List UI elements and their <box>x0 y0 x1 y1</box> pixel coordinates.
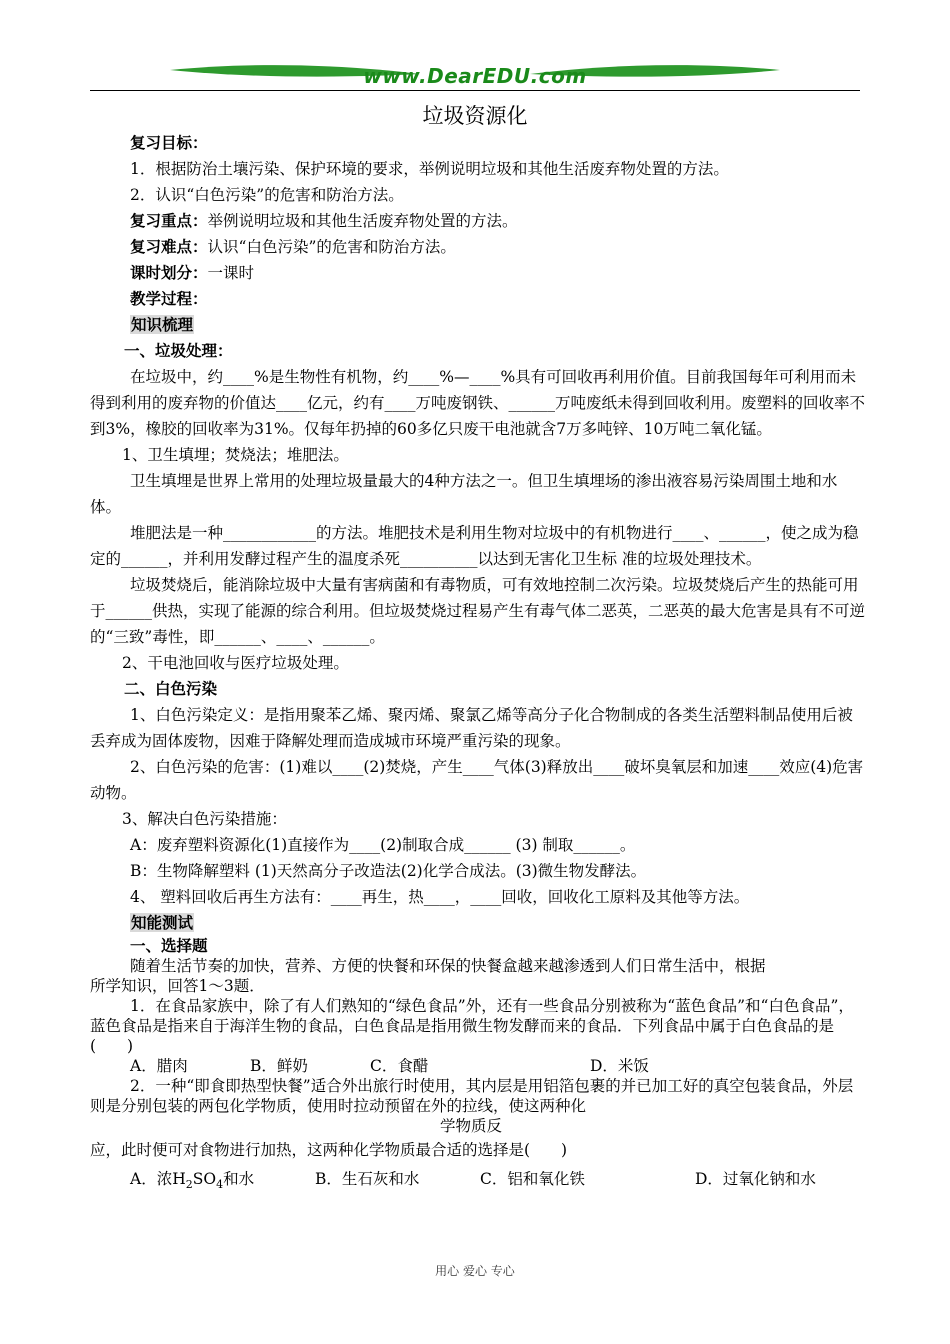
section-test-heading: 知能测试 <box>131 913 194 932</box>
difficulty-label: 复习难点： <box>130 237 208 256</box>
objectives-heading: 复习目标： <box>130 133 208 152</box>
recycle-methods: 4、 塑料回收后再生方法有：____再生，热____，____回收，回收化工原料及其他等方法。 <box>130 888 750 906</box>
white-pollution-harm: 2、白色污染的危害：(1)难以____(2)焚烧，产生____气体(3)释放出____破坏臭氧层和加速____效应(4)危害动物。 <box>90 758 864 802</box>
formula-h2so4 <box>172 1170 224 1192</box>
measure-b: B：生物降解塑料 (1)天然高分子改造法(2)化学合成法。(3)微生物发酵法。 <box>130 862 647 880</box>
page-footer: 用心 爱心 专心 <box>435 1264 515 1278</box>
formula-h: H <box>172 1170 186 1188</box>
quiz-intro: 随着生活节奏的加快，营养、方便的快餐和环保的快餐盒越来越渗透到人们日常生活中，根据 <box>130 957 766 975</box>
battery-line: 2、干电池回收与医疗垃圾处理。 <box>122 654 349 672</box>
question-2-wrap: 学物质反 <box>440 1117 503 1135</box>
option-a[interactable] <box>130 1166 315 1198</box>
difficulty-text: 认识“白色污染”的危害和防治方法。 <box>207 238 456 256</box>
option-d[interactable]: D．过氧化钠和水 <box>695 1170 816 1188</box>
schedule-label: 课时划分： <box>130 263 208 282</box>
section-knowledge-heading: 知识梳理 <box>131 315 194 334</box>
schedule-line <box>90 260 865 286</box>
part1-paragraph: 在垃圾中，约____%是生物性有机物，约____%—____%具有可回收再利用价值。目前我国每年可利用而未得到利用的废弃物的价值达____亿元，约有____万吨废钢铁、______万吨废纸未得到回收利用。废塑料的回收率不到3%，橡胶的回收率为31%。仅每年扔掉的60多亿只废干电池就含7万多吨锌、10万吨二氧化锰。 <box>90 368 866 438</box>
schedule-text: 一课时 <box>207 264 255 282</box>
option-a-suffix: 和水 <box>223 1170 255 1188</box>
section-test-line <box>90 910 865 936</box>
part2-heading: 二、白色污染 <box>124 679 218 698</box>
formula-sub-2: 2 <box>185 1178 193 1192</box>
document-body <box>90 130 865 1198</box>
measure-a: A：废弃塑料资源化(1)直接作为____(2)制取合成______ (3) 制取______。 <box>130 836 636 854</box>
question-2: 2．一种“即食即热型快餐”适合外出旅行时使用，其内层是用铝箔包裹的并已加工好的真空包装食品，外层则是分别包装的两包化学物质，使用时拉动预留在外的拉线，使这两种化 <box>90 1077 854 1115</box>
question-2-options <box>90 1166 865 1198</box>
option-c[interactable]: C．铝和氧化铁 <box>480 1170 585 1188</box>
process-label: 教学过程： <box>130 289 208 308</box>
option-b[interactable]: B．生石灰和水 <box>315 1170 420 1188</box>
part1-methods: 1、卫生填埋；焚烧法；堆肥法。 <box>122 446 349 464</box>
part1-heading: 一、垃圾处理： <box>124 341 233 360</box>
compost-paragraph: 堆肥法是一种____________的方法。堆肥技术是利用生物对垃圾中的有机物进行____、______，使之成为稳定的______，并利用发酵过程产生的温度杀死__________以达到无害化卫生标 准的垃圾处理技术。 <box>90 524 859 568</box>
difficulty-line <box>90 234 865 260</box>
white-pollution-definition: 1、白色污染定义：是指用聚苯乙烯、聚丙烯、聚氯乙烯等高分子化合物制成的各类生活塑料制品使用后被丢弃成为固体废物，因难于降解处理而造成城市环境严重污染的现象。 <box>90 706 853 750</box>
site-banner <box>90 60 860 90</box>
page-title: 垃圾资源化 <box>422 104 528 128</box>
site-logo[interactable]: www.DearEDU.com <box>363 64 587 88</box>
objective-item: 1．根据防治土壤污染、保护环境的要求，举例说明垃圾和其他生活废弃物处置的方法。 <box>130 160 729 178</box>
incineration-paragraph: 垃圾焚烧后，能消除垃圾中大量有害病菌和有毒物质，可有效地控制二次污染。垃圾焚烧后产生的热能可用于______供热，实现了能源的综合利用。但垃圾焚烧过程易产生有毒气体二恶英，二恶英的最大危害是具有不可逆的“三致”毒性，即______、____、______。 <box>90 576 866 646</box>
key-point-label: 复习重点： <box>130 211 208 230</box>
question-1: 1．在食品家族中，除了有人们熟知的“绿色食品”外，还有一些食品分别被称为“蓝色食品”和“白色食品”，蓝色食品是指来自于海洋生物的食品，白色食品是指用微生物发酵而来的食品．下列食品中属于白色食品的是( ) <box>90 997 854 1055</box>
option-a[interactable]: A．腊肉 <box>130 1057 188 1075</box>
quiz-intro-cont: 所学知识，回答1～3题． <box>90 977 265 995</box>
formula-sub-4: 4 <box>216 1178 224 1192</box>
question-2-cont: 应，此时便可对食物进行加热，这两种化学物质最合适的选择是( ) <box>90 1141 568 1159</box>
key-point-line <box>90 208 865 234</box>
section-knowledge-line <box>90 312 865 338</box>
quiz-heading: 一、选择题 <box>130 936 208 955</box>
question-1-options <box>90 1056 865 1076</box>
header-divider <box>90 90 860 91</box>
option-a-prefix: A．浓 <box>130 1170 173 1188</box>
measures-title: 3、解决白色污染措施： <box>122 810 287 828</box>
option-c[interactable]: C．食醋 <box>370 1057 429 1075</box>
landfill-paragraph: 卫生填埋是世界上常用的处理垃圾量最大的4种方法之一。但卫生填埋场的渗出液容易污染周围土地和水体。 <box>90 472 838 516</box>
option-d[interactable]: D．米饭 <box>590 1057 649 1075</box>
option-b[interactable]: B．鲜奶 <box>250 1057 308 1075</box>
objective-item: 2．认识“白色污染”的危害和防治方法。 <box>130 186 404 204</box>
key-point-text: 举例说明垃圾和其他生活废弃物处置的方法。 <box>207 212 518 230</box>
formula-so: SO <box>192 1170 217 1188</box>
